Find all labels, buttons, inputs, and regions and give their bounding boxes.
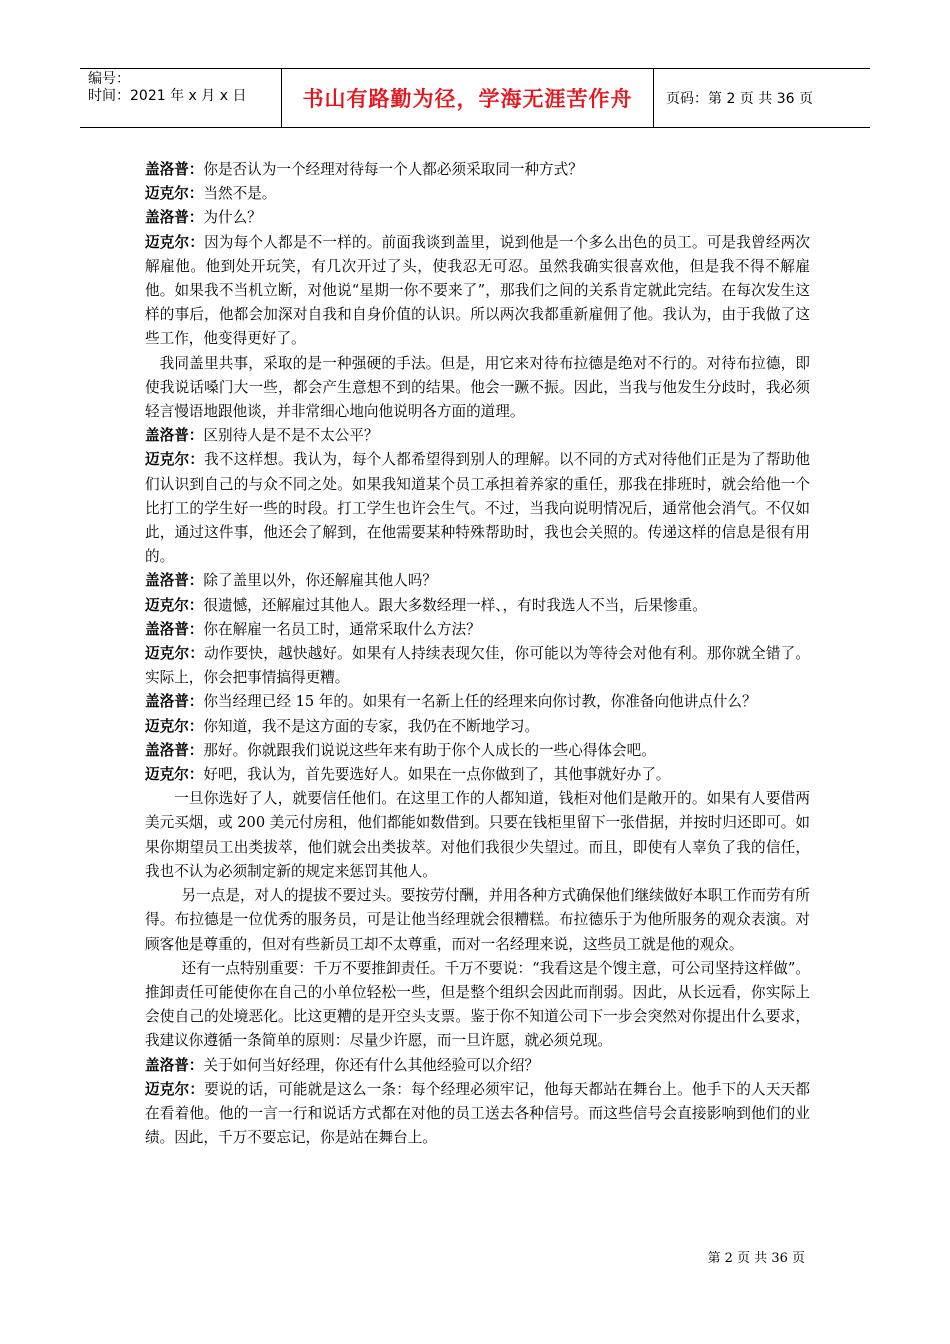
dialogue-line — [145, 424, 810, 448]
header-meta — [80, 69, 282, 127]
dialogue-text: 除了盖里以外，你还解雇其他人吗？ — [203, 572, 437, 590]
dialogue-line — [145, 158, 810, 182]
dialogue-text: 一旦你选好了人，就要信任他们。在这里工作的人都知道，钱柜对他们是敞开的。如果有人要借两美元买烟，或 200 美元付房租，他们都能如数借到。只要在钱柜里留下一张借据，并按时归还即可。如果你期望员工出类拔萃，他们就会出类拔萃。对他们我很少失望过。而且，即使有人辜负了我的信任，我也不认为必须制定新的规定来惩罚其他人。 — [145, 790, 810, 880]
dialogue-paragraph — [145, 884, 810, 957]
dialogue-text: 当然不是。 — [203, 185, 277, 203]
dialogue-line — [145, 1054, 810, 1078]
speaker-name: 盖洛普： — [145, 693, 204, 711]
header-page-number: 页码：第 2 页 共 36 页 — [666, 91, 813, 107]
speaker-name: 迈克尔： — [145, 766, 204, 784]
dialogue-line — [145, 642, 810, 690]
dialogue-line — [145, 231, 810, 352]
dialogue-text: 另一点是，对人的提拔不要过头。要按劳付酬，并用各种方式确保他们继续做好本职工作而劳有所得。布拉德是一位优秀的服务员，可是让他当经理就会很糟糕。布拉德乐于为他所服务的观众表演。对顾客他是尊重的，但对有些新员工却不太尊重，而对一名经理来说，这些员工就是他的观众。 — [145, 887, 810, 953]
dialogue-text: 我同盖里共事，采取的是一种强硬的手法。但是，用它来对待布拉德是绝对不行的。对待布拉德，即使我说话嗓门大一些，都会产生意想不到的结果。他会一蹶不振。因此，当我与他发生分歧时，我必须轻言慢语地跟他谈，并非常细心地向他说明各方面的道理。 — [145, 354, 810, 421]
speaker-name: 盖洛普： — [145, 620, 204, 638]
document-date-label: 时间：2021 年 x 月 x 日 — [88, 88, 247, 104]
speaker-name: 盖洛普： — [145, 427, 204, 445]
dialogue-line — [145, 569, 810, 593]
dialogue-line — [145, 594, 810, 618]
speaker-name: 迈克尔： — [145, 645, 205, 663]
dialogue-line — [145, 182, 810, 206]
speaker-name: 迈克尔： — [145, 185, 204, 203]
dialogue-line — [145, 206, 810, 230]
dialogue-line — [145, 1078, 810, 1151]
dialogue-line — [145, 448, 810, 569]
speaker-name: 迈克尔： — [145, 1080, 205, 1098]
speaker-name: 盖洛普： — [145, 572, 204, 590]
dialogue-line — [145, 739, 810, 763]
document-number-label: 编号： — [88, 71, 130, 87]
dialogue-text: 好吧，我认为，首先要选好人。如果在一点你做到了，其他事就好办了。 — [203, 766, 671, 784]
speaker-name: 盖洛普： — [145, 741, 204, 759]
page-header — [80, 68, 870, 128]
page-footer: 第 2 页 共 36 页 — [707, 1251, 805, 1266]
dialogue-text: 关于如何当好经理，你还有什么其他经验可以介绍？ — [203, 1056, 540, 1074]
dialogue-text: 很遗憾，还解雇过其他人。跟大多数经理一样、，有时我选人不当，后果惨重。 — [203, 596, 707, 614]
speaker-name: 迈克尔： — [145, 596, 204, 614]
dialogue-text: 你是否认为一个经理对待每一个人都必须采取同一种方式？ — [203, 161, 583, 178]
dialogue-text: 动作要快，越快越好。如果有人持续表现欠佳，你可能以为等待会对他有利。那你就全错了。实际上，你会把事情搞得更糟。 — [145, 645, 810, 687]
dialogue-text: 你知道，我不是这方面的专家，我仍在不断地学习。 — [203, 717, 540, 735]
dialogue-line — [145, 763, 810, 787]
speaker-name: 盖洛普： — [145, 1056, 204, 1074]
header-motto: 书山有路勤为径，学海无涯苦作舟 — [282, 69, 654, 127]
dialogue-text: 那好。你就跟我们说说这些年来有助于你个人成长的一些心得体会吧。 — [203, 741, 656, 759]
speaker-name: 盖洛普： — [145, 209, 204, 227]
dialogue-text: 要说的话，可能就是这么一条：每个经理必须牢记，他每天都站在舞台上。他手下的人天天都在看着他。他的一言一行和说话方式都在对他的员工送去各种信号。而这些信号会直接影响到他们的业绩。因此，千万不要忘记，你是站在舞台上。 — [145, 1080, 810, 1147]
dialogue-text: 为什么？ — [203, 209, 262, 227]
dialogue-paragraph — [145, 352, 810, 425]
dialogue-text: 还有一点特别重要：千万不要推卸责任。千万不要说：“我看这是个馊主意，可公司坚持这样做”。推卸责任可能使你在自己的小单位轻松一些，但是整个组织会因此而削弱。因此，从长远看，你实际上会使自己的处境恶化。比这更糟的是开空头支票。鉴于你不知道公司下一步会突然对你提出什么要求，我建议你遵循一条简单的原则：尽量少许愿，而一旦许愿，就必须兑现。 — [145, 959, 810, 1050]
dialogue-text: 你当经理已经 15 年的。如果有一名新上任的经理来向你讨教，你准备向他讲点什么？ — [203, 693, 757, 711]
dialogue-text: 我不这样想。我认为，每个人都希望得到别人的理解。以不同的方式对待他们正是为了帮助他们认识到自己的与众不同之处。如果我知道某个员工承担着养家的重任，那我在排班时，就会给他一个比打工的学生好一些的时段。打工学生也许会生气。不过，当我向说明情况后，通常他会消气。不仅如此，通过这件事，他还会了解到，在他需要某种特殊帮助时，我也会关照的。传递这样的信息是很有用的。 — [145, 451, 810, 566]
speaker-name: 迈克尔： — [145, 451, 205, 469]
speaker-name: 盖洛普： — [145, 161, 204, 178]
dialogue-paragraph — [145, 957, 810, 1054]
dialogue-line — [145, 690, 810, 714]
dialogue-text: 因为每个人都是不一样的。前面我谈到盖里，说到他是一个多么出色的员工。可是我曾经两次解雇他。他到处开玩笑，有几次开过了头，使我忍无可忍。虽然我确实很喜欢他，但是我不得不解雇他。如果我不当机立断，对他说“星期一你不要来了”，那我们之间的关系肯定就此完结。在每次发生这样的事后，他都会加深对自我和自身价值的认识。所以两次我都重新雇佣了他。我认为，由于我做了这些工作，他变得更好了。 — [145, 233, 810, 348]
dialogue-paragraph — [145, 787, 810, 884]
interview-body — [145, 158, 810, 1150]
dialogue-text: 你在解雇一名员工时，通常采取什么方法？ — [203, 620, 481, 638]
dialogue-text: 区别待人是不是不太公平？ — [203, 427, 379, 445]
speaker-name: 迈克尔： — [145, 233, 205, 251]
speaker-name: 迈克尔： — [145, 717, 204, 735]
dialogue-line — [145, 618, 810, 642]
dialogue-line — [145, 715, 810, 739]
